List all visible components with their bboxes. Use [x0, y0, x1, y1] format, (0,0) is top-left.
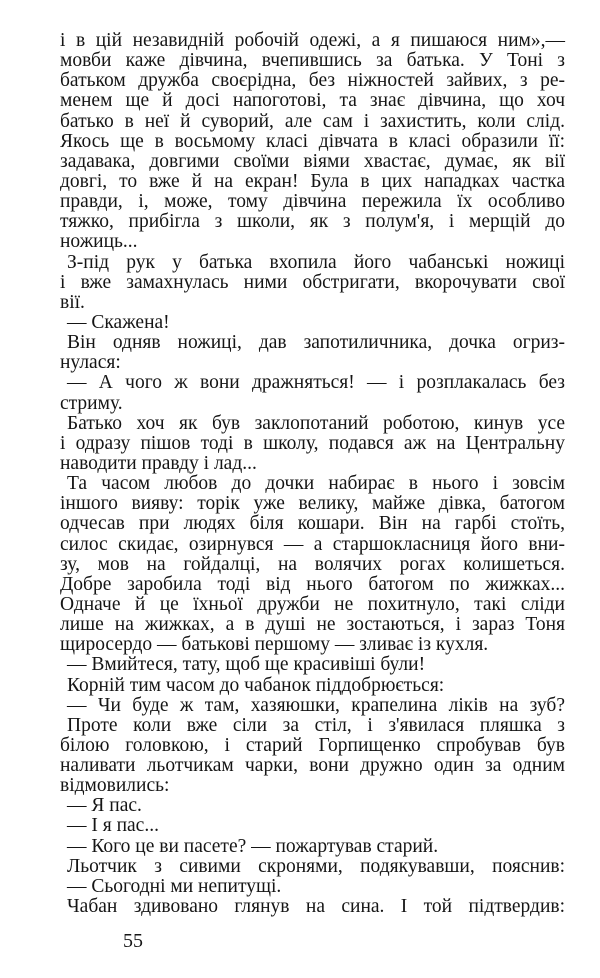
text-line: Проте коли вже сіли за стіл, і з'явилася пляшка з: [67, 714, 565, 736]
page-text: [60, 31, 565, 917]
text-line: З-під рук у батька вхопила його чабанські ножиці: [67, 251, 565, 273]
text-line: ножиць...: [60, 231, 138, 253]
text-line: нулася:: [60, 352, 121, 374]
text-line: і в цій незавидній робочій одежі, а я пишаюся ним»,—: [60, 30, 565, 51]
text-line: — Кого це ви пасете? — пожартував старий.: [67, 835, 439, 857]
text-line: Якось ще в восьмому класі дівчата в класі образили її:: [60, 130, 565, 152]
text-line: — Я пас.: [67, 795, 142, 817]
text-line: Батько хоч як був заклопотаний роботою, кинув усе: [67, 412, 565, 434]
text-line: — Скажена!: [67, 311, 170, 333]
text-line: батьком дружба своєрідна, без ніжностей зайвих, з ре-: [60, 70, 565, 92]
text-line: — І я пас...: [67, 815, 159, 837]
text-line: Чабан здивовано глянув на сина. І той підтвердив:: [67, 896, 565, 918]
text-line: Та часом любов до дочки набирає в нього і зовсім: [67, 473, 565, 495]
text-line: правди, і, може, тому дівчина пережила їх особливо: [60, 191, 565, 213]
text-line: Льотчик з сивими скронями, подякувавши, пояснив:: [67, 855, 565, 877]
text-line: Одначе й це їхньої дружби не похитнуло, такі сліди: [60, 593, 565, 615]
text-line: мовби каже дівчина, вчепившись за батька. У Тоні з: [60, 50, 565, 72]
page-number: 55: [123, 930, 143, 952]
text-line: батько в неї й суворий, але сам і захистить, коли слід.: [60, 110, 565, 132]
text-line: — Сьогодні ми непитущі.: [67, 875, 282, 897]
text-line: наливати льотчикам чарки, вони дружно один за одним: [60, 755, 565, 777]
text-line: щиросердо — батькові першому — зливає із кухля.: [60, 634, 489, 656]
text-line: відмовились:: [60, 775, 170, 797]
text-line: менем ще й досі напоготові, та знає дівчина, що хоч: [60, 90, 565, 112]
text-line: — Вмийтеся, тату, щоб ще красивіші були!: [67, 654, 426, 676]
text-line: силос скидає, озирнувся — а старшокласниця його вни-: [60, 533, 565, 555]
text-line: Корній тим часом до чабанок піддобрюється:: [67, 674, 445, 696]
text-line: вії.: [60, 291, 85, 313]
text-line: — Чи буде ж там, хазяюшки, крапелина ліків на зуб?: [67, 694, 565, 716]
text-line: довгі, то вже й на екран! Була в цих нападках частка: [60, 170, 565, 192]
text-line: Він одняв ножиці, дав запотиличника, дочка огриз-: [67, 332, 565, 354]
text-line: стриму.: [60, 392, 123, 414]
text-line: і вже замахнулась ними обстригати, вкорочувати свої: [60, 271, 565, 293]
text-line: іншого вияву: торік уже велику, майже дівка, батогом: [60, 493, 565, 515]
text-line: задавака, довгими своїми віями хвастає, думає, як вії: [60, 150, 565, 172]
text-line: тяжко, прибігла з школи, як з полум'я, і мерщій до: [60, 211, 565, 233]
text-line: лише на жижках, а в душі не зостаються, і зараз Тоня: [60, 614, 565, 636]
text-line: зу, мов на гойдалці, на волячих рогах колишеться.: [60, 553, 565, 575]
text-line: одчесав при людях біля кошари. Він на гарбі стоїть,: [60, 513, 565, 535]
text-line: — А чого ж вони дражняться! — і розплакалась без: [67, 372, 565, 394]
text-line: наводити правду і лад...: [60, 452, 257, 474]
text-line: білою головкою, і старий Горпищенко спробував був: [60, 734, 565, 756]
text-line: і одразу пішов тоді в школу, подався аж на Центральну: [60, 432, 565, 454]
text-line: Добре заробила тоді від нього батогом по жижках...: [60, 573, 565, 595]
